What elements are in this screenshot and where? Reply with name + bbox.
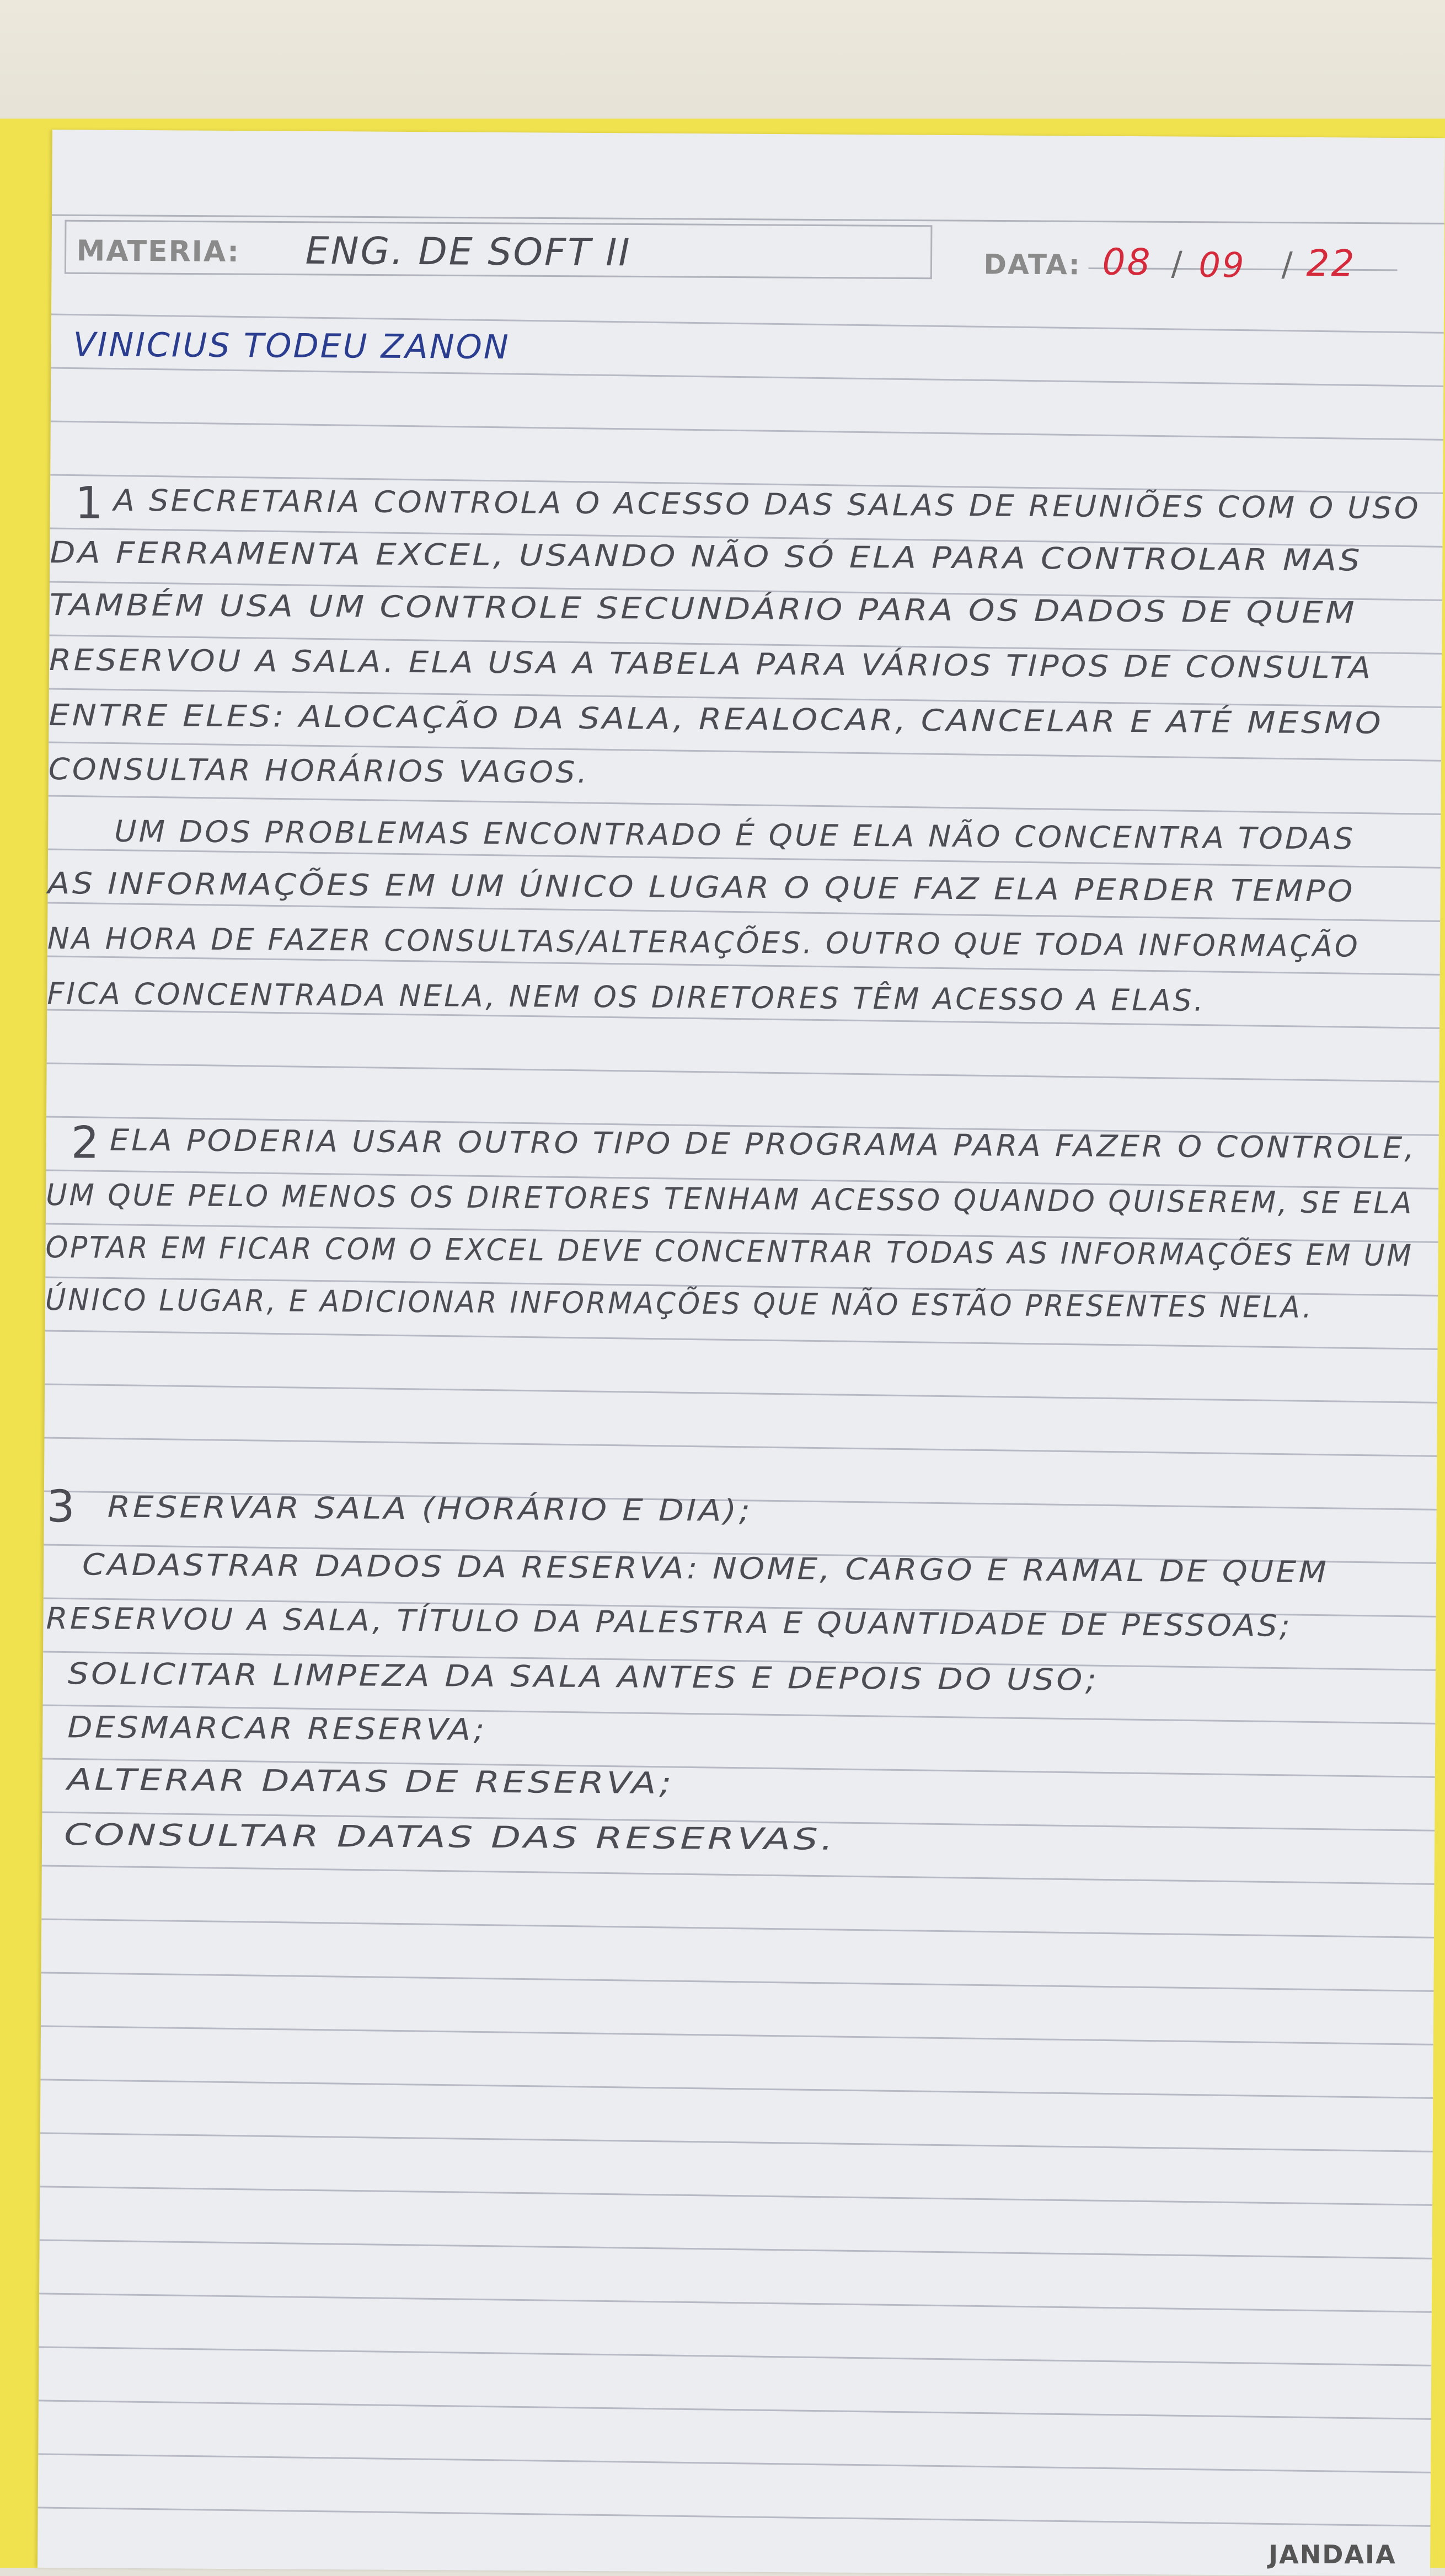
- answer-1-line: NA HORA DE FAZER CONSULTAS/ALTERAÇÕES. OUTRO QUE TODA INFORMAÇÃO: [47, 920, 1360, 964]
- rule-line: [38, 2454, 1431, 2472]
- rule-line: [41, 2026, 1433, 2044]
- rule-line: [51, 368, 1443, 386]
- rule-line: [41, 1973, 1433, 1991]
- answer-1-line: UM DOS PROBLEMAS ENCONTRADO É QUE ELA NÃO CONCENTRA TODAS: [114, 813, 1356, 856]
- date-separator-1: /: [1171, 244, 1182, 283]
- answer-3-line: RESERVAR SALA (HORÁRIO E DIA);: [107, 1489, 753, 1528]
- answer-2-line: ELA PODERIA USAR OUTRO TIPO DE PROGRAMA PARA FAZER O CONTROLE,: [109, 1122, 1417, 1166]
- question-number-3: 3: [46, 1480, 75, 1533]
- materia-value: ENG. DE SOFT II: [305, 229, 631, 275]
- date-separator-2: /: [1281, 245, 1293, 284]
- rule-line: [40, 2187, 1432, 2205]
- date-day: 08: [1102, 240, 1152, 284]
- answer-2-line: ÚNICO LUGAR, E ADICIONAR INFORMAÇÕES QUE NÃO ESTÃO PRESENTES NELA.: [45, 1282, 1314, 1325]
- data-label: DATA:: [983, 248, 1081, 281]
- rule-line: [42, 1866, 1435, 1884]
- answer-1-line: DA FERRAMENTA EXCEL, USANDO NÃO SÓ ELA PARA CONTROLAR MAS: [50, 534, 1363, 578]
- student-name: VINICIUS TODEU ZANON: [73, 325, 510, 367]
- materia-label: MATERIA:: [76, 234, 240, 269]
- answer-3-line: ALTERAR DATAS DE RESERVA;: [67, 1762, 675, 1801]
- notebook-page: [38, 130, 1445, 2576]
- answer-1-line: ENTRE ELES: ALOCAÇÃO DA SALA, REALOCAR, CANCELAR E ATÉ MESMO: [49, 697, 1384, 741]
- rule-line: [39, 2294, 1432, 2312]
- rule-line: [39, 2347, 1431, 2365]
- rule-line: [41, 1919, 1434, 1937]
- answer-3-line: RESERVOU A SALA, TÍTULO DA PALESTRA E QUANTIDADE DE PESSOAS;: [46, 1600, 1293, 1643]
- rule-line: [47, 1063, 1439, 1081]
- answer-2-line: UM QUE PELO MENOS OS DIRETORES TENHAM ACESSO QUANDO QUISEREM, SE ELA: [46, 1177, 1414, 1221]
- answer-3-line: DESMARCAR RESERVA;: [67, 1710, 487, 1747]
- rule-line: [49, 796, 1441, 814]
- question-number-2: 2: [71, 1117, 99, 1169]
- notebook-brand-logo: JANDAIA: [1269, 2540, 1396, 2569]
- question-number-1: 1: [74, 477, 104, 529]
- answer-1-line: AS INFORMAÇÕES EM UM ÚNICO LUGAR O QUE FAZ ELA PERDER TEMPO: [47, 865, 1356, 909]
- answer-3-line: SOLICITAR LIMPEZA DA SALA ANTES E DEPOIS DO USO;: [67, 1656, 1099, 1697]
- answer-1-line: RESERVOU A SALA. ELA USA A TABELA PARA VÁRIOS TIPOS DE CONSULTA: [49, 642, 1373, 685]
- rule-line: [51, 421, 1443, 440]
- rule-line: [45, 1384, 1437, 1402]
- answer-1-line: A SECRETARIA CONTROLA O ACESSO DAS SALAS DE REUNIÕES COM O USO: [113, 483, 1421, 526]
- answer-1-line: CONSULTAR HORÁRIOS VAGOS.: [48, 751, 590, 790]
- rule-line: [39, 2401, 1431, 2419]
- rule-line: [38, 2508, 1431, 2526]
- rule-line: [45, 1331, 1438, 1349]
- rule-line: [40, 2133, 1433, 2151]
- answer-1-line: FICA CONCENTRADA NELA, NEM OS DIRETORES TÊM ACESSO A ELAS.: [47, 976, 1206, 1018]
- date-month: 09: [1198, 244, 1246, 286]
- rule-line: [40, 2240, 1432, 2258]
- date-year: 22: [1306, 242, 1356, 285]
- answer-3-line: CONSULTAR DATAS DAS RESERVAS.: [63, 1817, 836, 1857]
- answer-2-line: OPTAR EM FICAR COM O EXCEL DEVE CONCENTRAR TODAS AS INFORMAÇÕES EM UM: [45, 1229, 1414, 1273]
- rule-line: [44, 1438, 1437, 1456]
- answer-1-line: TAMBÉM USA UM CONTROLE SECUNDÁRIO PARA OS DADOS DE QUEM: [49, 587, 1357, 630]
- rule-line: [40, 2080, 1433, 2098]
- answer-3-line: CADASTRAR DADOS DA RESERVA: NOME, CARGO E RAMAL DE QUEM: [82, 1547, 1329, 1590]
